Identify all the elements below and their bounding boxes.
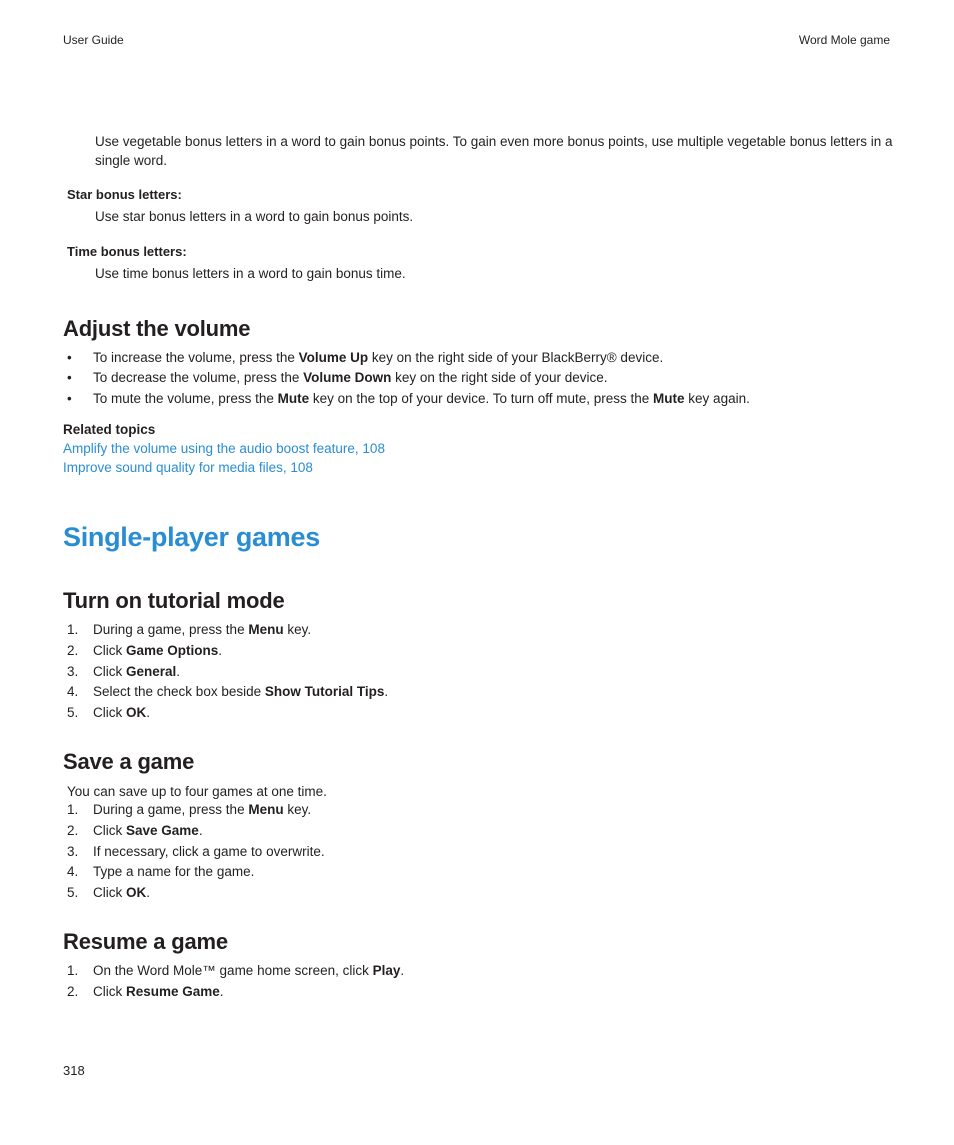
step-number: 5. <box>67 705 79 720</box>
save-game-heading: Save a game <box>63 749 195 774</box>
time-bonus-desc: Use time bonus letters in a word to gain bonus time. <box>95 266 406 281</box>
step-number: 5. <box>67 885 79 900</box>
step-number: 3. <box>67 664 79 679</box>
related-link-sound-quality[interactable]: Improve sound quality for media files, 108 <box>63 460 313 475</box>
step-number: 1. <box>67 963 79 978</box>
volume-bullet-2: To decrease the volume, press the Volume Down key on the right side of your device. <box>93 370 608 385</box>
step-number: 1. <box>67 622 79 637</box>
step-number: 2. <box>67 823 79 838</box>
related-link-audio-boost[interactable]: Amplify the volume using the audio boost feature, 108 <box>63 441 385 456</box>
volume-bullet-1: To increase the volume, press the Volume Up key on the right side of your BlackBerry® device. <box>93 350 664 365</box>
bullet-marker: • <box>67 370 72 385</box>
header-right: Word Mole game <box>798 33 890 47</box>
step-number: 4. <box>67 864 79 879</box>
save-step-4: Type a name for the game. <box>93 864 255 879</box>
star-bonus-term: Star bonus letters: <box>67 187 182 202</box>
related-topics-heading: Related topics <box>63 422 156 437</box>
adjust-volume-heading: Adjust the volume <box>63 316 251 341</box>
resume-step-2: Click Resume Game. <box>93 984 224 999</box>
vegetable-bonus-desc-line1: Use vegetable bonus letters in a word to gain bonus points. To gain even more bonus points, use multiple vegetable bonus letters in a <box>95 134 893 149</box>
header-left: User Guide <box>63 33 124 47</box>
page-number: 318 <box>63 1063 85 1078</box>
resume-game-heading: Resume a game <box>63 929 228 954</box>
star-bonus-desc: Use star bonus letters in a word to gain bonus points. <box>95 209 414 224</box>
step-number: 1. <box>67 802 79 817</box>
save-step-5: Click OK. <box>93 885 151 900</box>
save-step-1: During a game, press the Menu key. <box>93 802 312 817</box>
step-number: 2. <box>67 984 79 999</box>
bullet-marker: • <box>67 350 72 365</box>
tutorial-step-5: Click OK. <box>93 705 151 720</box>
bullet-marker: • <box>67 391 72 406</box>
time-bonus-term: Time bonus letters: <box>67 244 187 259</box>
resume-step-1: On the Word Mole™ game home screen, click Play. <box>93 963 405 978</box>
save-step-2: Click Save Game. <box>93 823 203 838</box>
step-number: 3. <box>67 844 79 859</box>
chapter-title: Single-player games <box>63 522 320 552</box>
tutorial-step-2: Click Game Options. <box>93 643 223 658</box>
tutorial-step-4: Select the check box beside Show Tutorial Tips. <box>93 684 389 699</box>
tutorial-heading: Turn on tutorial mode <box>63 588 285 613</box>
save-game-intro: You can save up to four games at one time. <box>67 784 327 799</box>
vegetable-bonus-desc-line2: single word. <box>95 153 168 168</box>
tutorial-step-1: During a game, press the Menu key. <box>93 622 312 637</box>
save-step-3: If necessary, click a game to overwrite. <box>93 844 325 859</box>
step-number: 2. <box>67 643 79 658</box>
step-number: 4. <box>67 684 79 699</box>
tutorial-step-3: Click General. <box>93 664 181 679</box>
volume-bullet-3: To mute the volume, press the Mute key on the top of your device. To turn off mute, press the Mute key again. <box>93 391 750 406</box>
